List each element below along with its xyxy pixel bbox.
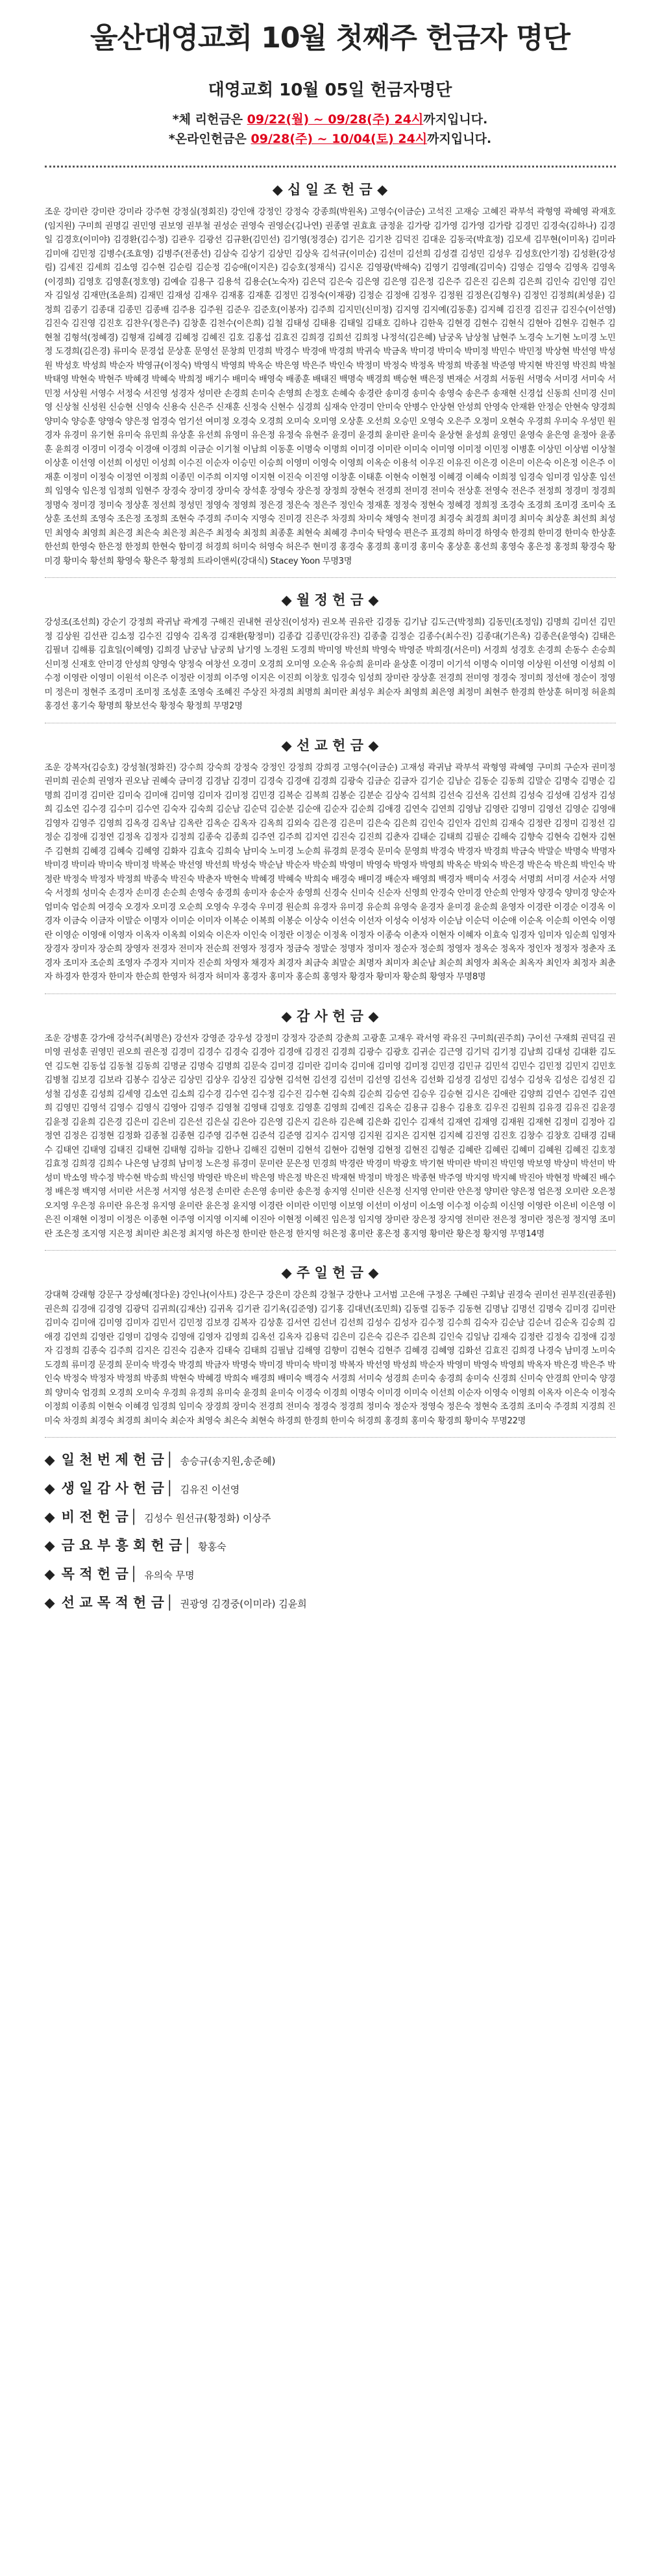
offering-names: 황홍숙 — [198, 1541, 226, 1553]
donor-list: 조운 강복자(김승호) 강성철(정화진) 강수희 강숙희 강정숙 강정인 강정희 강희경 고영수(이금순) 고재성 곽귀남 곽부석 곽형영 곽혜영 구미희 구순자 권미정 권미희 권순희 권영자 권오남 권혜숙 금미경 김경남 김경미 김경숙 김경애 김경희 김광숙 김금순 김금자 김기순 김남순 김동순 김동희 김말순 김명숙 김명순 김명희 김미경 김미란 김미숙 김미애 김미영 김미자 김미정 김민경 김복순 김복희 김봉순 김분순 김상숙 김석희 김선숙 김선옥 김선희 김성숙 김성애 김성자 김성희 김소연 김수경 김수미 김수연 김숙자 김숙희 김순남 김순덕 김순분 김순애 김순자 김순희 김애경 김연숙 김연희 김영남 김영란 김영미 김영선 김영순 김영애 김영자 김영주 김영희 김옥경 김옥남 김옥란 김옥순 김옥자 김옥희 김외숙 김은경 김은미 김은숙 김은희 김인숙 김인자 김인희 김재숙 김정란 김정미 김정선 김정순 김정애 김정연 김정옥 김정자 김정희 김종숙 김종희 김주연 김주희 김지연 김진숙 김진희 김춘자 김태순 김태희 김필순 김해숙 김향숙 김현숙 김현자 김현주 김현희 김혜경 김혜숙 김혜영 김화자 김효숙 김희숙 남미숙 노미경 노순희 류경희 문경숙 문미숙 문영희 박경숙 박경자 박경희 박금숙 박말순 박명숙 박명자 박미경 박미라 박미숙 박미정 박복순 박선영 박선희 박성숙 박순남 박순자 박순희 박영미 박영숙 박영자 박영희 박옥순 박외숙 박은경 박은숙 박은희 박인숙 박정란 박정숙 박정자 박정희 박종숙 박진숙 박춘자 박현숙 박혜경 박혜숙 박희숙 배경숙 배미경 배순자 배영희 백경자 백미숙 서경숙 서명희 서미경 서순자 서영숙 서정희 성미숙 손경자 손미경 손순희 손영숙 송경희 송미자 송순자 송영희 신경숙 신미숙 신순자 신영희 안경숙 안미경 안순희 안영자 양경숙 양미경 양순자 엄미숙 엄순희 여경숙 오경자 오미경 오순희 오영숙 우경숙 우미경 원순희 유경자 유미경 유순희 유영숙 윤경자 윤미경 윤순희 윤영자 이경란 이경순 이경옥 이경자 이금숙 이금자 이말순 이명자 이미순 이미자 이복순 이복희 이봉순 이상숙 이선숙 이선자 이성숙 이성자 이순남 이순덕 이순애 이순옥 이순희 이연숙 이영란 이영순 이영애 이영자 이옥자 이옥희 이외숙 이은자 이인숙 이정란 이정순 이정옥 이정자 이종숙 이춘자 이현자 이혜자 이효숙 임경자 임미자 임순희 임영자 장경자 장미자 장순희 장영자 전경자 전미자 전순희 전영자 정경자 정금숙 정말순 정명자 정미자 정순자 정순희 정영자 정옥순 정옥자 정인자 정정자 정춘자 조경자 조미자 조순희 조영자 주경자 지미자 진순희 차영자 채경자 최경자 최금숙 최말순 최명자 최미자 최순남 최순희 최영자 최옥순 최옥자 최인자 최정자 최춘자 하경자 한경자 한미자 한순희 한영자 허경자 허미자 홍경자 홍미자 홍순희 홍영자 황경자 황미자 황순희 황영자 무명8명 — [44, 762, 616, 982]
offering-label: 금 요 부 흥 회 헌 금 — [61, 1538, 182, 1553]
notice-offline-dates: 09/22(월) ~ 09/28(주) 24시 — [247, 112, 424, 127]
offering-names: 김성수 원선규(황정화) 이상주 — [144, 1512, 271, 1524]
section-thanksgiving — [45, 1006, 616, 1242]
section-separator — [45, 1250, 616, 1251]
section-monthly — [45, 590, 616, 714]
bullet-icon: ◆ — [44, 1452, 55, 1468]
donor-list: 강대혁 강래형 강문구 강성혜(정다운) 강인나(이사트) 강은구 강은미 강은희 강철구 강한나 고서범 고은애 구정온 구혜린 구회남 권경숙 권미선 권부진(권종원) 권은희 김경애 김경영 김광덕 김귀희(김재산) 김귀옥 김기관 김기옥(김준영) 김기홍 김대년(조민희) 김동렬 김동주 김동현 김명남 김명선 김명숙 김미경 김미란 김미숙 김미애 김미영 김미자 김민서 김민정 김보경 김복자 김상훈 김서연 김선녀 김선희 김성수 김성자 김수정 김수희 김숙자 김순남 김순녀 김순옥 김승희 김애경 김연희 김영란 김영미 김영숙 김영애 김영자 김영희 김옥선 김옥자 김용덕 김은미 김은숙 김은주 김은희 김인숙 김일남 김재숙 김정란 김정숙 김정애 김정자 김정희 김종숙 김주희 김지은 김진숙 김춘자 김태숙 김태희 김필남 김해영 김향미 김현숙 김현주 김혜경 김혜영 김화선 김효진 김희경 나경숙 남미경 노미숙 도경희 류미경 문경희 문미숙 박경숙 박경희 박금자 박명숙 박미경 박미숙 박미정 박복자 박선영 박성희 박순자 박영미 박영숙 박영희 박옥자 박은경 박은주 박인숙 박정숙 박정자 박정희 박종희 박현숙 박혜경 박희숙 배경희 배미숙 백경숙 서경희 서미숙 성경희 손미숙 송경희 송미숙 신경희 신미숙 안경희 안미숙 양경희 양미숙 엄경희 오경희 오미숙 우경희 유경희 유미숙 윤경희 윤미숙 이경숙 이경희 이명숙 이미경 이미숙 이선희 이순자 이영숙 이영희 이옥자 이은숙 이정숙 이정희 이종희 이현숙 이혜경 임경희 임미숙 장경희 장미숙 전경희 전미숙 정경숙 정경희 정미숙 정순자 정영숙 정은숙 정현숙 조경희 조미숙 주경희 지경희 진미숙 차경희 최경숙 최경희 최미숙 최순자 최영숙 최은숙 최현숙 하경희 한경희 한미숙 허경희 홍경희 홍미숙 황경희 황미숙 무명22명 — [44, 1290, 616, 1426]
bullet-icon: ◆ — [44, 1509, 55, 1525]
notice-offline — [0, 110, 660, 129]
page-subtitle: 대영교회 10월 05일 헌금자명단 — [208, 81, 452, 100]
donor-list: 조운 강미란 강미란 강미라 강주현 강정실(정회진) 강인애 강정인 강정숙 강종희(박원옥) 고영수(이금순) 고석진 고재승 고혜진 곽부석 곽형영 곽혜영 곽재호(임지원) 구미희 권명길 권민영 권보영 권부철 권성순 권영숙 권영순(김나연) 권종열 권효효 금정윤 김가랑 김가영 김가영 김가람 김경민 김경숙(김하나) 김경일 김경호(이미야) 김경환(김수정) 김관우 김광선 김규환(김민선) 김기영(정경순) 김기은 김기찬 김덕진 김대운 김동국(박효정) 김모세 김무현(이미옥) 김미라 김미애 김민정 김병수(조효영) 김병주(전종선) 김삼숙 김상기 김상민 김상욱 김석규(이미순) 김선미 김선희 김성결 김성민 김성우 김성호(안기정) 김성환(강성림) 김세진 김세희 김소영 김수현 김순림 김순정 김승애(이지은) 김승호(정재식) 김시온 김영광(박해숙) 김영기 김영례(김미숙) 김영순 김영숙 김영옥 김영옥(이경희) 김영호 김영훈(정호영) 김예슬 김용구 김용석 김용순(노숙자) 김은덕 김은숙 김은영 김은영 김은정 김은주 김은진 김은희 김은희 김인숙 김인영 김인자 김일성 김재만(조윤희) 김재민 김재성 김재우 김재홍 김재훈 김정민 김정숙(이재광) 김정순 김정애 김정우 김정원 김정은(김형우) 김정인 김정희(최성윤) 김정희 김종기 김종대 김종민 김종배 김주용 김주원 김준우 김준호(이봉자) 김주희 김지민(신미정) 김지영 김지예(김동훈) 김지혜 김진경 김진규 김진수(이선영) 김진숙 김진영 김진호 김찬우(정은주) 김창훈 김천수(이은희) 김철 김태성 김태용 김태일 김태호 김하나 김한욱 김현경 김현수 김현식 김현아 김현우 김현주 김현철 김형석(정혜경) 김형재 김혜경 김혜정 김혜진 김호 김홍섭 김효진 김희경 김희선 김희정 나정석(김은혜) 남궁옥 남상철 남현주 노경숙 노기현 노미경 노민정 도경희(김은경) 류미숙 문경섭 문상훈 문영선 문창희 민경희 박경수 박경애 박경희 박귀숙 박금옥 박미경 박미숙 박미정 박민수 박민정 박상현 박선영 박성원 박성호 박성희 박순자 박영규(이정숙) 박영식 박영희 박옥순 박은영 박은주 박인숙 박정미 박정숙 박정옥 박정희 박종철 박준영 박지현 박진영 박진희 박철 박태영 박현숙 박현주 박혜경 박혜숙 박희정 배기수 배미숙 배영숙 배종훈 배태진 백명숙 백경희 백승현 백은정 변재순 서경희 서동원 서명숙 서미경 서미숙 서민정 서상원 서영수 서정숙 서진영 성경자 성미란 손경희 손미숙 손영희 손정호 손혜숙 송경란 송미경 송미숙 송영숙 송은주 송재현 신경섭 신동희 신미경 신미영 신상철 신성원 신승현 신영숙 신용숙 신은주 신재훈 신정숙 신현수 심경희 심재숙 안경미 안미숙 안병수 안상현 안성희 안영숙 안재환 안정순 안현숙 양경희 양미숙 양승훈 양영숙 양은정 엄경숙 엄기선 여미정 오경숙 오경희 오미숙 오미영 오상훈 오선희 오승민 오영숙 오은주 오정미 오현숙 우경희 우미숙 우성민 원경자 유경미 유기현 유미숙 유민희 유상훈 유선희 유영미 유은정 유정숙 유현주 윤경미 윤경희 윤미란 윤미숙 윤상현 윤성희 윤영민 윤영숙 윤은영 윤정아 윤종훈 윤희경 이경미 이경숙 이경애 이경희 이금순 이기철 이남희 이동훈 이명숙 이명희 이미경 이미란 이미숙 이미영 이미정 이민정 이병훈 이상민 이상범 이상철 이상훈 이선영 이선희 이성민 이성희 이수진 이순자 이승민 이승희 이영미 이영숙 이영희 이옥순 이용석 이우진 이유진 이은경 이은미 이은숙 이은정 이은주 이재훈 이정미 이정숙 이정연 이정희 이종민 이주희 이지영 이지현 이진숙 이진영 이창훈 이태훈 이현숙 이현정 이혜경 이혜숙 이희정 임경숙 임미경 임상훈 임선희 임영숙 임은정 임정희 임현주 장경숙 장미경 장미숙 장석훈 장영숙 장은정 장정희 장현숙 전경희 전미경 전미숙 전상훈 전영숙 전은주 전정희 정경미 정경희 정명숙 정미경 정미숙 정상훈 정선희 정성민 정영숙 정영희 정은경 정은숙 정은주 정인숙 정재훈 정정숙 정현숙 정혜경 정희정 조경숙 조경희 조미경 조미숙 조상훈 조선희 조영숙 조은정 조정희 조현숙 주경희 주미숙 지영숙 진미경 진은주 차경희 차미숙 채영숙 천미경 최경숙 최경희 최미경 최미숙 최상훈 최선희 최성민 최영숙 최영희 최은경 최은숙 최은정 최은주 최정숙 최정희 최종훈 최현숙 최혜경 추미숙 탁영숙 편은주 표경희 하미경 하영숙 한경희 한미경 한미숙 한상훈 한선희 한영숙 한은정 한정희 한현숙 함미경 허경희 허미숙 허영숙 허은주 현미경 홍경숙 홍경희 홍미경 홍미숙 홍상훈 홍선희 홍영숙 홍은정 홍정희 황경숙 황미경 황미숙 황선희 황영숙 황은주 황정희 트라이앤씨(강대식) Stacey Yoon 무명3명 — [44, 207, 616, 566]
section-heading: ◆ 십 일 조 헌 금 ◆ — [272, 182, 388, 197]
offering-names: 유의숙 무명 — [144, 1569, 195, 1581]
notice-online-suffix: 까지입니다. — [427, 132, 492, 146]
offering-row — [45, 1507, 616, 1535]
notice-offline-suffix: 까지입니다. — [423, 112, 488, 127]
separator-bar: │ — [165, 1481, 174, 1496]
offering-label: 선 교 목 적 헌 금 — [61, 1595, 164, 1610]
separator-bar: │ — [165, 1452, 174, 1468]
notice-block — [0, 110, 660, 149]
page-title: 울산대영교회 10월 첫째주 헌금자 명단 — [90, 21, 570, 55]
offering-row — [45, 1564, 616, 1592]
separator-bar: │ — [129, 1509, 138, 1525]
section-tithe — [45, 179, 616, 568]
notice-online — [0, 129, 660, 149]
section-heading: ◆ 감 사 헌 금 ◆ — [281, 1008, 379, 1024]
section-sunday — [45, 1262, 616, 1428]
section-heading: ◆ 선 교 헌 금 ◆ — [281, 737, 379, 753]
notice-online-prefix: *온라인헌금은 — [168, 132, 251, 146]
separator-bar: │ — [129, 1566, 138, 1582]
offering-row — [45, 1535, 616, 1564]
offering-names: 권광영 김경중(이미라) 김윤희 — [180, 1598, 307, 1610]
section-heading: ◆ 주 일 헌 금 ◆ — [281, 1265, 379, 1281]
donor-list: 조운 강병훈 강가애 강석주(최명은) 강선자 강영준 강우성 강정미 강정자 강준희 강춘희 고광훈 고재우 곽서영 곽유진 구미희(권주희) 구이선 구재희 권덕길 권미영 권성훈 권영민 권오희 권은정 김경미 김경수 김경숙 김경아 김경애 김경진 김경희 김광수 김광호 김귀순 김근영 김기덕 김기정 김남희 김대성 김대환 김도연 김도현 김동섭 김동철 김동희 김명균 김명숙 김명희 김문숙 김미경 김미란 김미숙 김미애 김미영 김미정 김민경 김민규 김민석 김민수 김민정 김민지 김민호 김병철 김보경 김보라 김봉수 김상곤 김상민 김상우 김상진 김상현 김석현 김선경 김선미 김선영 김선옥 김선화 김성경 김성민 김성수 김성욱 김성은 김성진 김성철 김성훈 김성희 김세영 김소연 김소희 김수경 김수연 김수정 김수진 김수현 김숙희 김순희 김승연 김승우 김승현 김시은 김애란 김양희 김연수 김연주 김연희 김영민 김영석 김영수 김영식 김영아 김영주 김영철 김영태 김영호 김영훈 김영희 김예진 김옥순 김용규 김용수 김용호 김우진 김원희 김유경 김유진 김윤경 김윤정 김윤희 김은경 김은미 김은비 김은선 김은실 김은아 김은영 김은지 김은하 김은혜 김은화 김인수 김재석 김재연 김재영 김재원 김재현 김정미 김정아 김정연 김정은 김정현 김정화 김종철 김종현 김주영 김주현 김준석 김준영 김지수 김지영 김지원 김지은 김지현 김지혜 김진영 김진호 김창수 김창호 김태경 김태수 김태연 김태영 김태진 김태현 김태형 김하늘 김한나 김해진 김현미 김현석 김현아 김현영 김현정 김현진 김형준 김혜란 김혜린 김혜미 김혜원 김혜진 김호정 김효정 김희경 김희수 나은영 남경희 남미정 노은정 류경미 문미란 문은정 민경희 박경란 박경미 박광호 박기현 박미란 박미진 박민영 박보영 박상미 박선미 박성미 박소영 박수정 박수현 박승희 박신영 박영란 박은비 박은영 박은정 박은진 박재현 박정미 박정은 박종현 박주영 박지영 박지혜 박진아 박현정 박혜진 배수정 배은정 백지영 서미란 서은정 서지영 성은정 손미란 손은영 송미란 송은정 송지영 신미란 신은정 신지영 안미란 안은정 양미란 양은정 엄은정 오미란 오은정 오지영 우은정 유미란 유은정 유지영 윤미란 윤은정 윤지영 이경란 이미란 이민영 이보영 이선미 이성미 이소영 이수정 이승희 이신영 이영란 이은비 이은영 이은진 이재현 이정미 이정은 이종현 이주영 이지영 이지혜 이진아 이현정 이혜진 임은정 임지영 장미란 장은정 장지영 전미란 전은정 정미란 정은정 정지영 조미란 조은정 조지영 지은정 최미란 최은정 최지영 하은정 한미란 한은정 한지영 허은정 홍미란 홍은정 홍지영 황미란 황은정 황지영 무명14명 — [44, 1033, 616, 1239]
separator-bar: │ — [165, 1595, 174, 1610]
offering-row — [45, 1592, 616, 1621]
offering-names: 김유진 이선영 — [180, 1484, 240, 1495]
special-offerings — [45, 1449, 616, 1621]
notice-online-dates: 09/28(주) ~ 10/04(토) 24시 — [251, 132, 428, 146]
offering-label: 비 전 헌 금 — [61, 1509, 128, 1525]
section-separator — [45, 1437, 616, 1438]
offering-label: 생 일 감 사 헌 금 — [61, 1481, 164, 1496]
section-heading: ◆ 월 정 헌 금 ◆ — [281, 592, 379, 608]
offering-label: 일 천 번 제 헌 금 — [61, 1452, 164, 1468]
offering-row — [45, 1449, 616, 1478]
separator-bar: │ — [183, 1538, 192, 1553]
offering-names: 송승규(송지원,송준혜) — [180, 1455, 276, 1467]
offering-label: 목 적 헌 금 — [61, 1566, 128, 1582]
section-mission — [45, 735, 616, 984]
notice-offline-prefix: *체 리헌금은 — [172, 112, 247, 127]
bullet-icon: ◆ — [44, 1481, 55, 1496]
donor-list: 강성조(조선희) 강순기 강정희 곽귀남 곽계경 구해진 권내현 권상진(이성자) 권오복 권유란 김경동 김기남 김도근(박정희) 김동민(조정임) 김명희 김미선 김민정 김상원 김선관 김소정 김수진 김영숙 김옥경 김재환(황정미) 김종갑 김종민(강유진) 김종출 김정순 김종수(최수진) 김종대(기은옥) 김종은(윤영숙) 김태은 김필녀 김해룡 김효일(이혜영) 김희경 남궁남 남궁희 남기영 노경원 도경희 박미영 박선희 박영숙 박영준 박희경(서은미) 서경희 성경호 손경희 손동수 손승희 신미정 신재호 안미경 안성희 양영숙 양정숙 여창선 오경미 오경희 오미영 오순옥 유승희 윤미라 윤상훈 이경미 이기석 이명숙 이미영 이상원 이선영 이성희 이수정 이영란 이영미 이원석 이은주 이정란 이정희 이주영 이지은 이진희 이창호 임경숙 임성희 장미란 장상훈 전경희 전미영 정경숙 정미희 정선애 정순이 정영미 정은미 정현주 조경미 조미정 조성훈 조영숙 조혜진 주상진 차경희 최명희 최미란 최성우 최순자 최영희 최은영 최정미 최현주 한경희 한상훈 허미정 허윤희 홍경선 홍기숙 황명희 황보선숙 황정숙 황정희 무명2명 — [44, 618, 616, 711]
bullet-icon: ◆ — [44, 1538, 55, 1553]
bullet-icon: ◆ — [44, 1566, 55, 1582]
offering-row — [45, 1478, 616, 1507]
dotted-divider — [45, 166, 616, 168]
section-separator — [45, 577, 616, 578]
bullet-icon: ◆ — [44, 1595, 55, 1610]
